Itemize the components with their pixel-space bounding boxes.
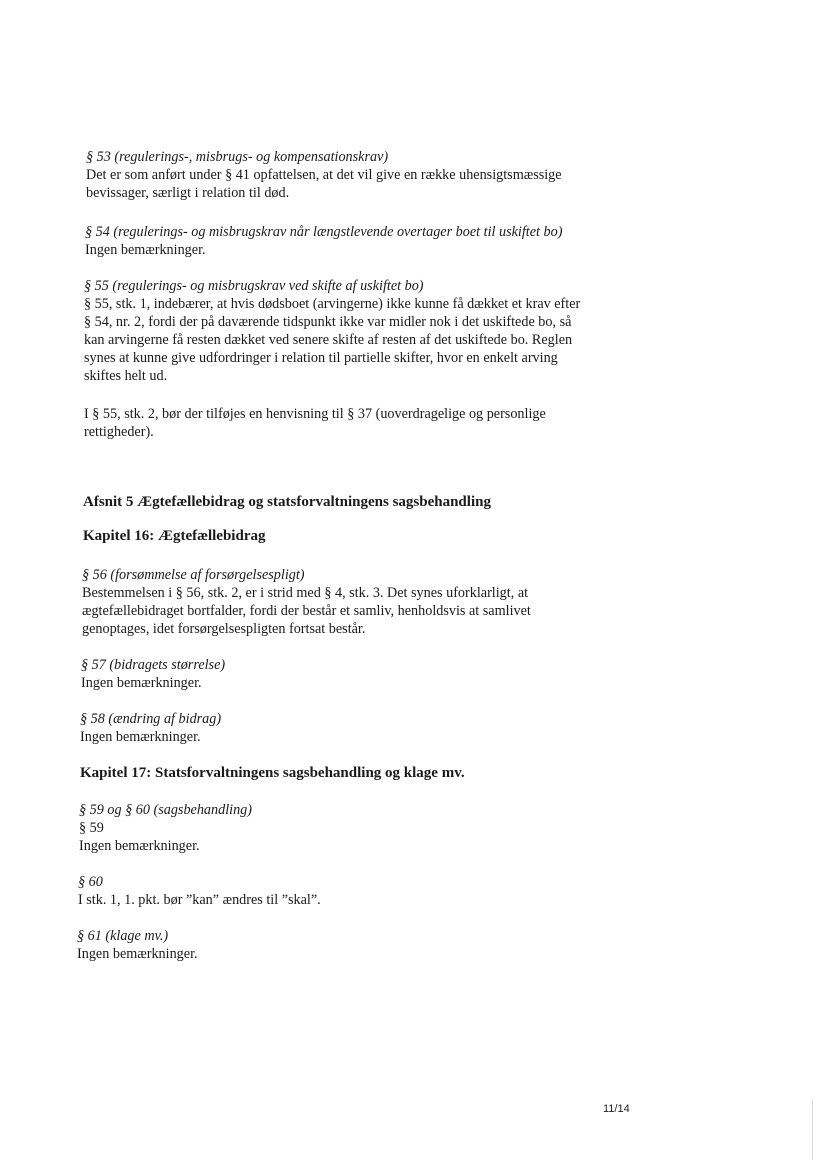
kapitel-16-title: Kapitel 16: Ægtefællebidrag <box>83 528 266 544</box>
section-55-para2-line-1: I § 55, stk. 2, bør der tilføjes en henvisning til § 37 (uoverdragelige og personlige <box>84 406 546 422</box>
section-57-body: Ingen bemærkninger. <box>81 675 202 691</box>
section-60-heading: § 60 <box>78 874 103 890</box>
section-55 <box>84 277 609 385</box>
kapitel-17-title: Kapitel 17: Statsforvaltningens sagsbehandling og klage mv. <box>80 765 465 781</box>
section-53-line-2: bevissager, særligt i relation til død. <box>86 185 290 201</box>
section-56-line-2: ægtefællebidraget bortfalder, fordi der består et samliv, henholdsvis at samlivet <box>82 603 531 619</box>
section-55-para2-line-2: rettigheder). <box>84 424 154 440</box>
section-58-body: Ingen bemærkninger. <box>80 729 201 745</box>
section-54-body: Ingen bemærkninger. <box>85 242 206 258</box>
section-54-heading: § 54 (regulerings- og misbrugskrav når længstlevende overtager boet til uskiftet bo) <box>85 224 563 240</box>
section-57-heading: § 57 (bidragets størrelse) <box>81 657 226 673</box>
section-55-line-4: synes at kunne give udfordringer i relation til partielle skifter, hvor en enkelt arving <box>84 350 558 366</box>
section-56-heading: § 56 (forsømmelse af forsørgelsespligt) <box>82 567 305 583</box>
section-55-line-2: § 54, nr. 2, fordi der på daværende tidspunkt ikke var midler nok i det uskiftede bo, så <box>84 314 572 330</box>
section-59-60-heading: § 59 og § 60 (sagsbehandling) <box>79 802 253 818</box>
section-53-line-1: Det er som anført under § 41 opfattelsen, at det vil give en række uhensigtsmæssige <box>86 167 562 183</box>
section-56-line-1: Bestemmelsen i § 56, stk. 2, er i strid med § 4, stk. 3. Det synes uforklarligt, at <box>82 585 529 601</box>
section-61 <box>77 927 602 963</box>
section-57 <box>81 656 606 692</box>
section-55-line-1: § 55, stk. 1, indebærer, at hvis dødsboet (arvingerne) ikke kunne få dækket et krav efter <box>84 296 581 312</box>
section-55-heading: § 55 (regulerings- og misbrugskrav ved skifte af uskiftet bo) <box>84 278 424 294</box>
section-59-sub: § 59 <box>79 820 104 836</box>
section-58 <box>80 710 605 746</box>
section-60 <box>78 873 603 909</box>
section-54 <box>85 223 625 259</box>
section-58-heading: § 58 (ændring af bidrag) <box>80 711 222 727</box>
scan-edge-mark <box>812 1100 813 1160</box>
section-53 <box>86 148 611 202</box>
page-number: 11/14 <box>603 1103 630 1115</box>
afsnit-5-title: Afsnit 5 Ægtefællebidrag og statsforvaltningens sagsbehandling <box>83 494 491 510</box>
section-56 <box>82 566 607 638</box>
section-59-body: Ingen bemærkninger. <box>79 838 200 854</box>
section-60-body: I stk. 1, 1. pkt. bør ”kan” ændres til ”skal”. <box>78 892 321 908</box>
section-55-line-5: skiftes helt ud. <box>84 368 168 384</box>
section-59-60 <box>79 801 604 855</box>
section-53-heading: § 53 (regulerings-, misbrugs- og kompensationskrav) <box>86 149 389 165</box>
section-61-body: Ingen bemærkninger. <box>77 946 198 962</box>
section-55-line-3: kan arvingerne få resten dækket ved senere skifte af resten af det uskiftede bo. Reglen <box>84 332 573 348</box>
section-61-heading: § 61 (klage mv.) <box>77 928 169 944</box>
section-55-paragraph-2 <box>84 405 609 441</box>
section-56-line-3: genoptages, idet forsørgelsespligten fortsat består. <box>82 621 366 637</box>
